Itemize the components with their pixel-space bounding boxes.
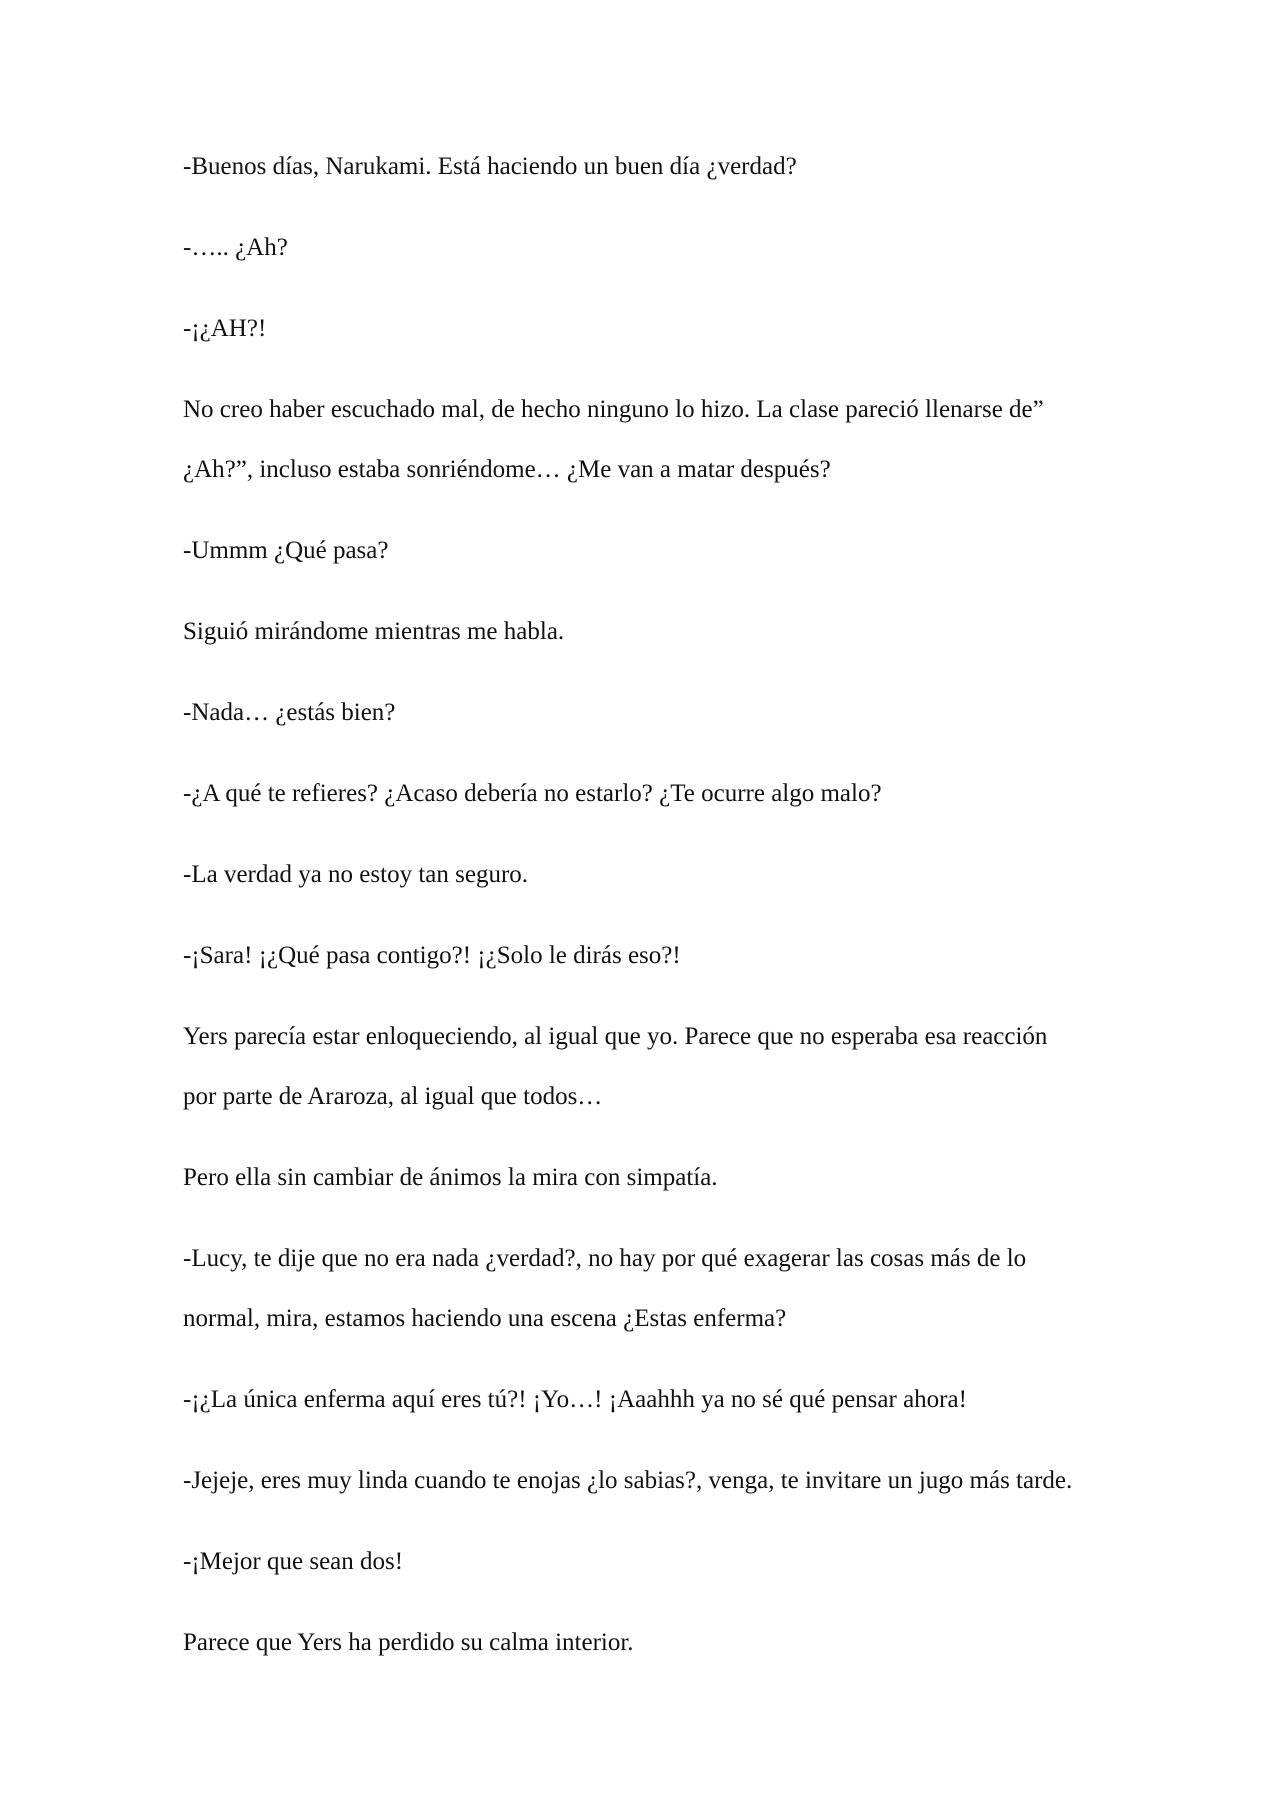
- text-line: -Nada… ¿estás bien?: [183, 699, 396, 726]
- text-line: -La verdad ya no estoy tan seguro.: [183, 861, 529, 888]
- text-line: -¿A qué te refieres? ¿Acaso debería no estarlo? ¿Te ocurre algo malo?: [183, 780, 882, 807]
- text-line: -Ummm ¿Qué pasa?: [183, 537, 389, 564]
- text-line: Siguió mirándome mientras me habla.: [183, 618, 565, 645]
- text-line: -¡Mejor que sean dos!: [183, 1548, 404, 1575]
- text-line: -….. ¿Ah?: [183, 234, 288, 261]
- text-line: -¡¿La única enferma aquí eres tú?! ¡Yo…! ¡Aaahhh ya no sé qué pensar ahora!: [183, 1386, 967, 1413]
- text-line: -Lucy, te dije que no era nada ¿verdad?, no hay por qué exagerar las cosas más de lo: [183, 1245, 1027, 1272]
- text-line: Pero ella sin cambiar de ánimos la mira con simpatía.: [183, 1164, 718, 1191]
- text-line: por parte de Araroza, al igual que todos…: [183, 1083, 603, 1110]
- text-line: -¡Sara! ¡¿Qué pasa contigo?! ¡¿Solo le dirás eso?!: [183, 942, 681, 969]
- text-line: ¿Ah?”, incluso estaba sonriéndome… ¿Me van a matar después?: [183, 456, 831, 483]
- text-line: -Buenos días, Narukami. Está haciendo un buen día ¿verdad?: [183, 153, 797, 180]
- text-line: No creo haber escuchado mal, de hecho ninguno lo hizo. La clase pareció llenarse de”: [183, 396, 1044, 423]
- text-line: normal, mira, estamos haciendo una escena ¿Estas enferma?: [183, 1305, 787, 1332]
- text-line: Yers parecía estar enloqueciendo, al igual que yo. Parece que no esperaba esa reacción: [183, 1023, 1048, 1050]
- text-line: Parece que Yers ha perdido su calma interior.: [183, 1629, 634, 1656]
- text-line: -Jejeje, eres muy linda cuando te enojas ¿lo sabias?, venga, te invitare un jugo más tarde.: [183, 1467, 1073, 1494]
- text-line: -¡¿AH?!: [183, 315, 267, 342]
